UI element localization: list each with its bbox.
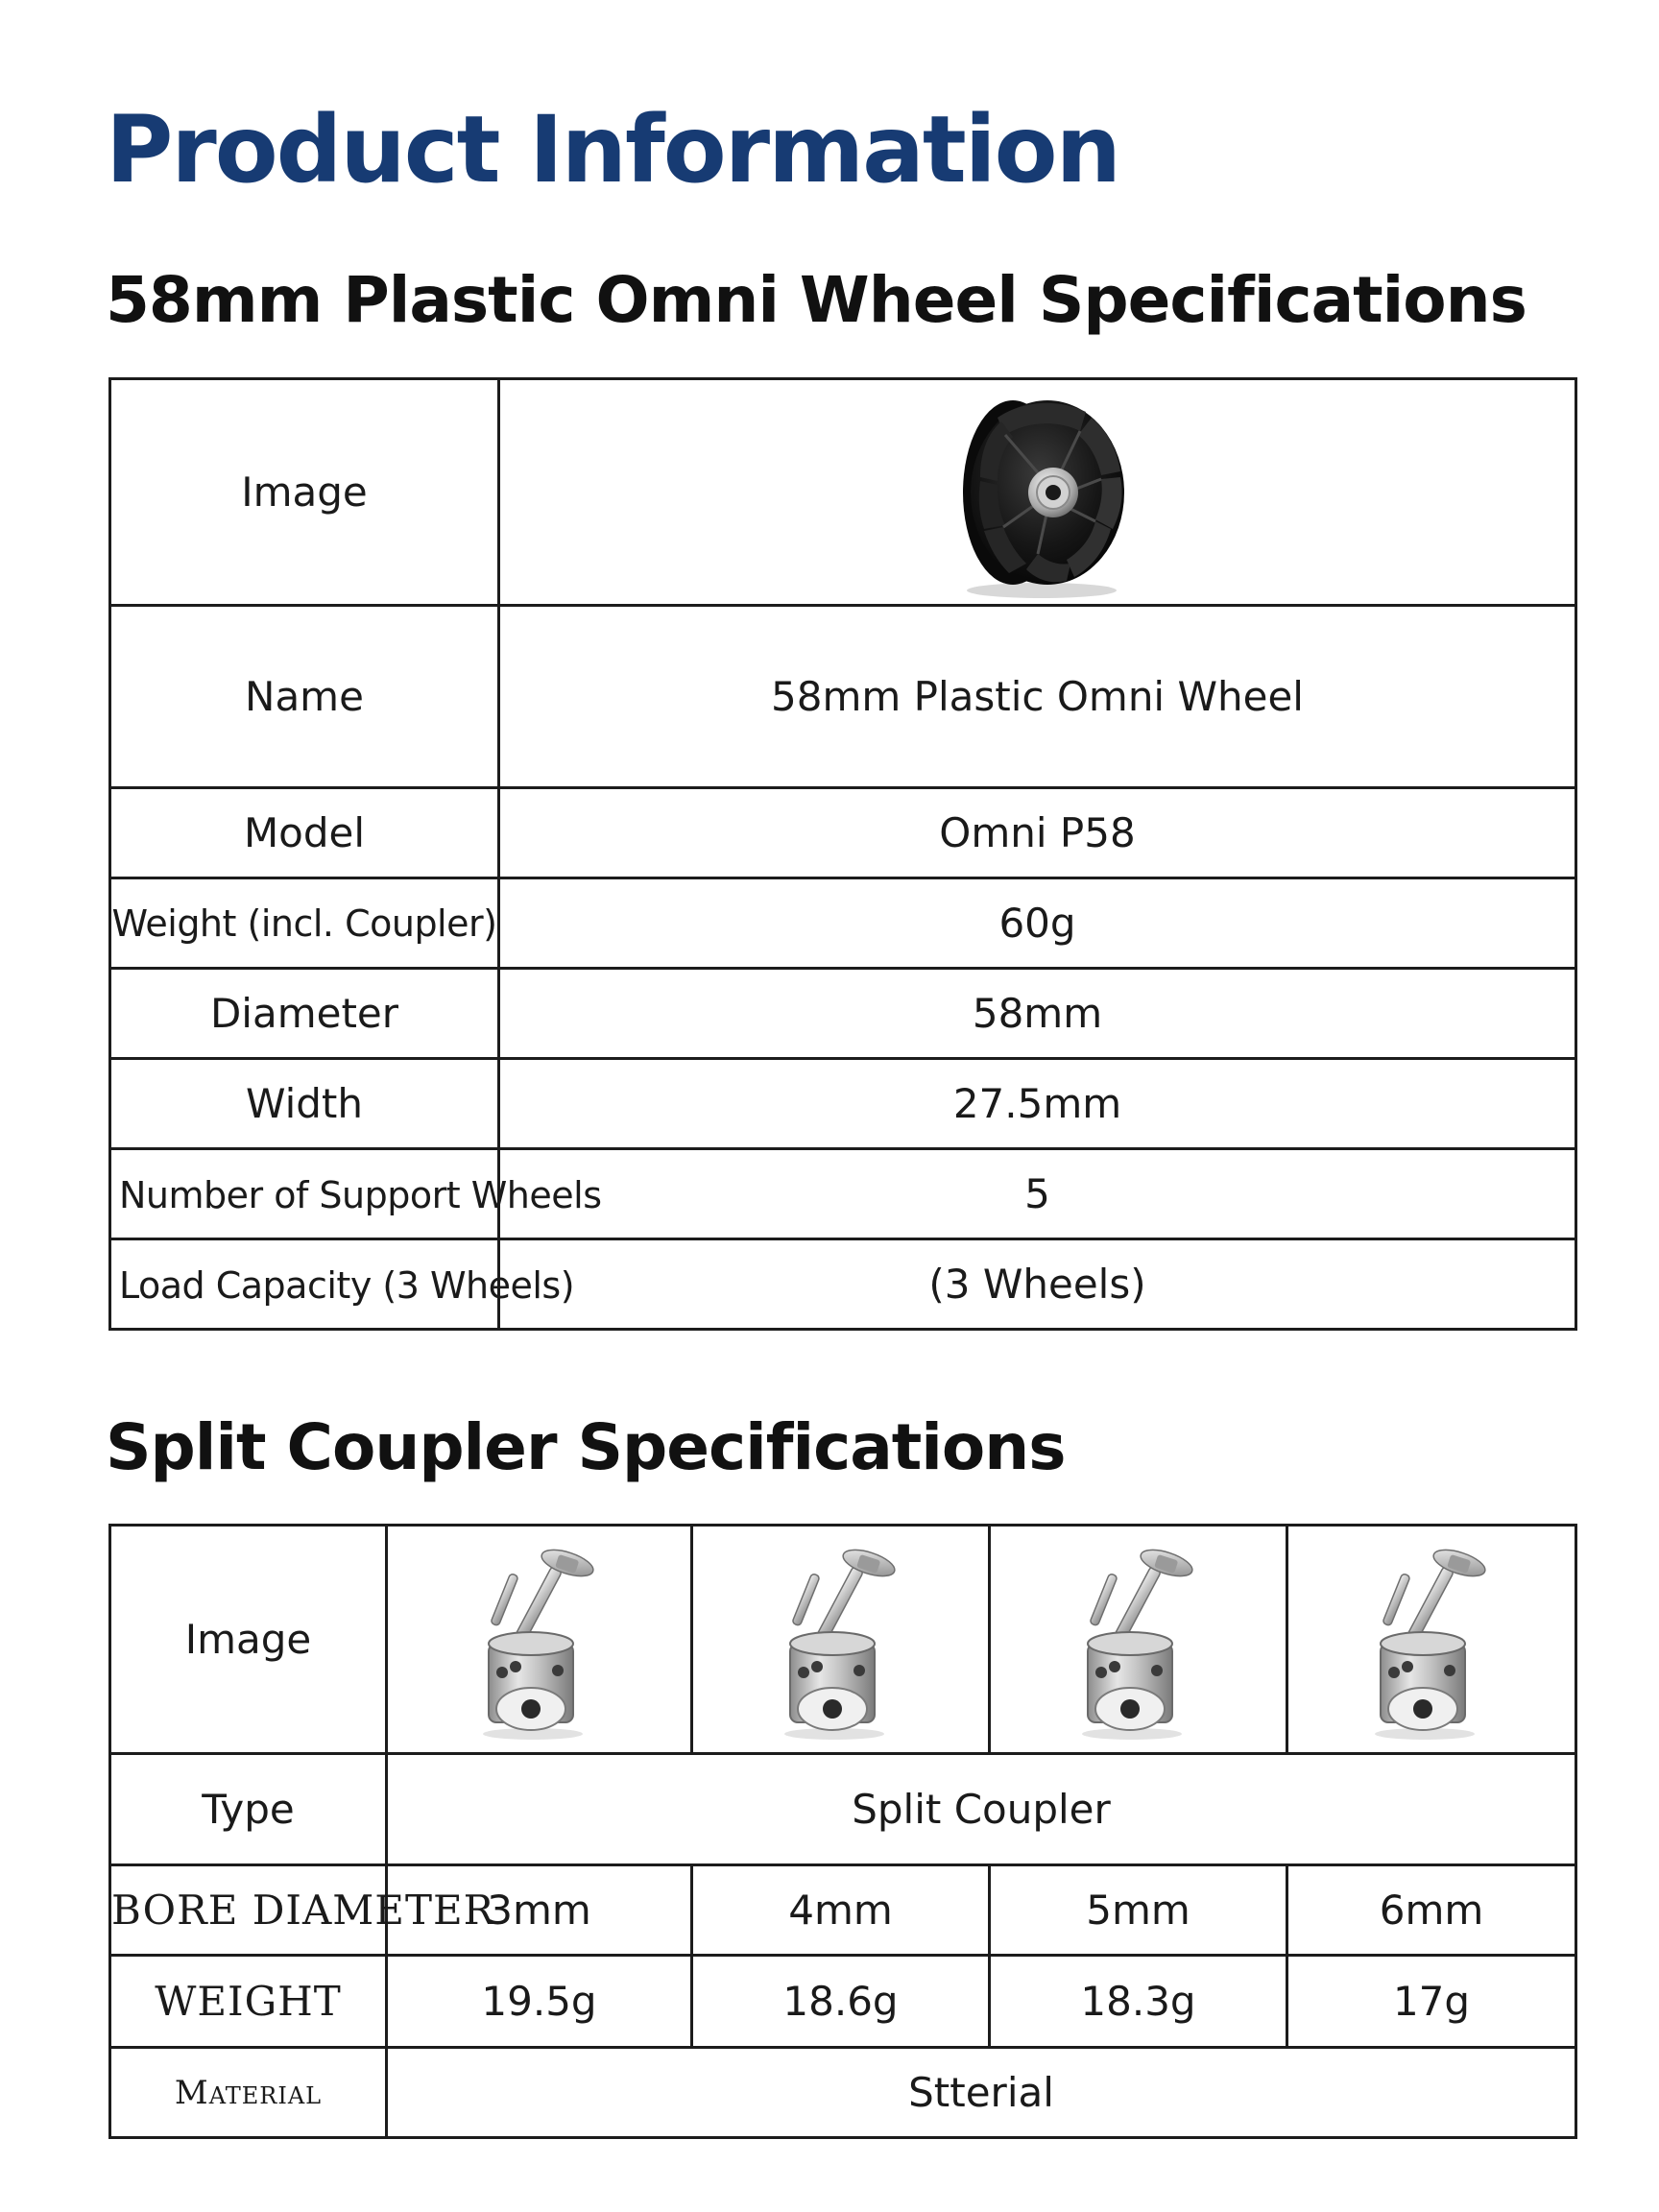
omni-spec-table	[108, 377, 1577, 1331]
omni-row-weight	[110, 878, 1576, 969]
omni-width-value: 27.5mm	[499, 1059, 1576, 1149]
omni-name-value: 58mm Plastic Omni Wheel	[499, 606, 1576, 788]
omni-row-load-capacity	[110, 1239, 1576, 1330]
coupler-row-weight	[110, 1956, 1576, 2048]
omni-row-model	[110, 788, 1576, 878]
omni-row-image	[110, 379, 1576, 606]
split-coupler-image	[458, 1536, 621, 1743]
omni-wheel-image-cell	[499, 379, 1576, 606]
omni-support-wheels-value: 5	[499, 1149, 1576, 1239]
coupler-material-label: Material	[110, 2048, 387, 2138]
coupler-row-type	[110, 1754, 1576, 1865]
coupler-type-label: Type	[110, 1754, 387, 1865]
coupler-weight-label: WEIGHT	[110, 1956, 387, 2048]
page-title: Product Information	[106, 96, 1119, 204]
omni-width-label: Width	[110, 1059, 499, 1149]
coupler-weight-value: 17g	[1287, 1956, 1576, 2048]
coupler-weight-value: 18.3g	[990, 1956, 1287, 2048]
omni-section-title: 58mm Plastic Omni Wheel Specifications	[106, 263, 1527, 337]
coupler-image-label: Image	[110, 1526, 387, 1754]
split-coupler-image	[759, 1536, 923, 1743]
omni-diameter-value: 58mm	[499, 969, 1576, 1059]
omni-load-capacity-value: (3 Wheels)	[499, 1239, 1576, 1330]
omni-row-diameter	[110, 969, 1576, 1059]
coupler-material-value: Stterial	[387, 2048, 1576, 2138]
omni-row-width	[110, 1059, 1576, 1149]
coupler-bore-value: 6mm	[1287, 1865, 1576, 1956]
omni-row-name	[110, 606, 1576, 788]
omni-weight-value: 60g	[499, 878, 1576, 969]
omni-wheel-image	[942, 385, 1134, 600]
coupler-bore-value: 5mm	[990, 1865, 1287, 1956]
coupler-bore-value: 4mm	[692, 1865, 990, 1956]
omni-name-label: Name	[110, 606, 499, 788]
omni-load-capacity-label-cell	[110, 1239, 575, 1330]
coupler-image-cell-3mm	[387, 1526, 692, 1754]
coupler-image-cell-6mm	[1287, 1526, 1576, 1754]
split-coupler-image	[1350, 1536, 1513, 1743]
coupler-weight-value: 18.6g	[692, 1956, 990, 2048]
coupler-weight-value: 19.5g	[387, 1956, 692, 2048]
coupler-type-value: Split Coupler	[387, 1754, 1576, 1865]
coupler-spec-table	[108, 1524, 1577, 2139]
omni-load-capacity-label: Load Capacity (3 Wheels)	[119, 1264, 575, 1307]
coupler-bore-value: 3mm	[387, 1865, 692, 1956]
omni-support-wheels-label: Number of Support Wheels	[119, 1174, 602, 1216]
coupler-bore-label: BORE DIAMETER	[110, 1865, 387, 1956]
coupler-row-material	[110, 2048, 1576, 2138]
omni-weight-label: Weight (incl. Coupler)	[110, 878, 499, 969]
omni-diameter-label: Diameter	[110, 969, 499, 1059]
omni-support-wheels-label-cell	[110, 1149, 602, 1239]
coupler-row-image	[110, 1526, 1576, 1754]
split-coupler-image	[1057, 1536, 1220, 1743]
omni-model-value: Omni P58	[499, 788, 1576, 878]
omni-row-support-wheels	[110, 1149, 1576, 1239]
coupler-section-title: Split Coupler Specifications	[106, 1410, 1066, 1484]
coupler-row-bore	[110, 1865, 1576, 1956]
coupler-image-cell-4mm	[692, 1526, 990, 1754]
omni-model-label: Model	[110, 788, 499, 878]
coupler-image-cell-5mm	[990, 1526, 1287, 1754]
omni-image-label: Image	[110, 379, 499, 606]
